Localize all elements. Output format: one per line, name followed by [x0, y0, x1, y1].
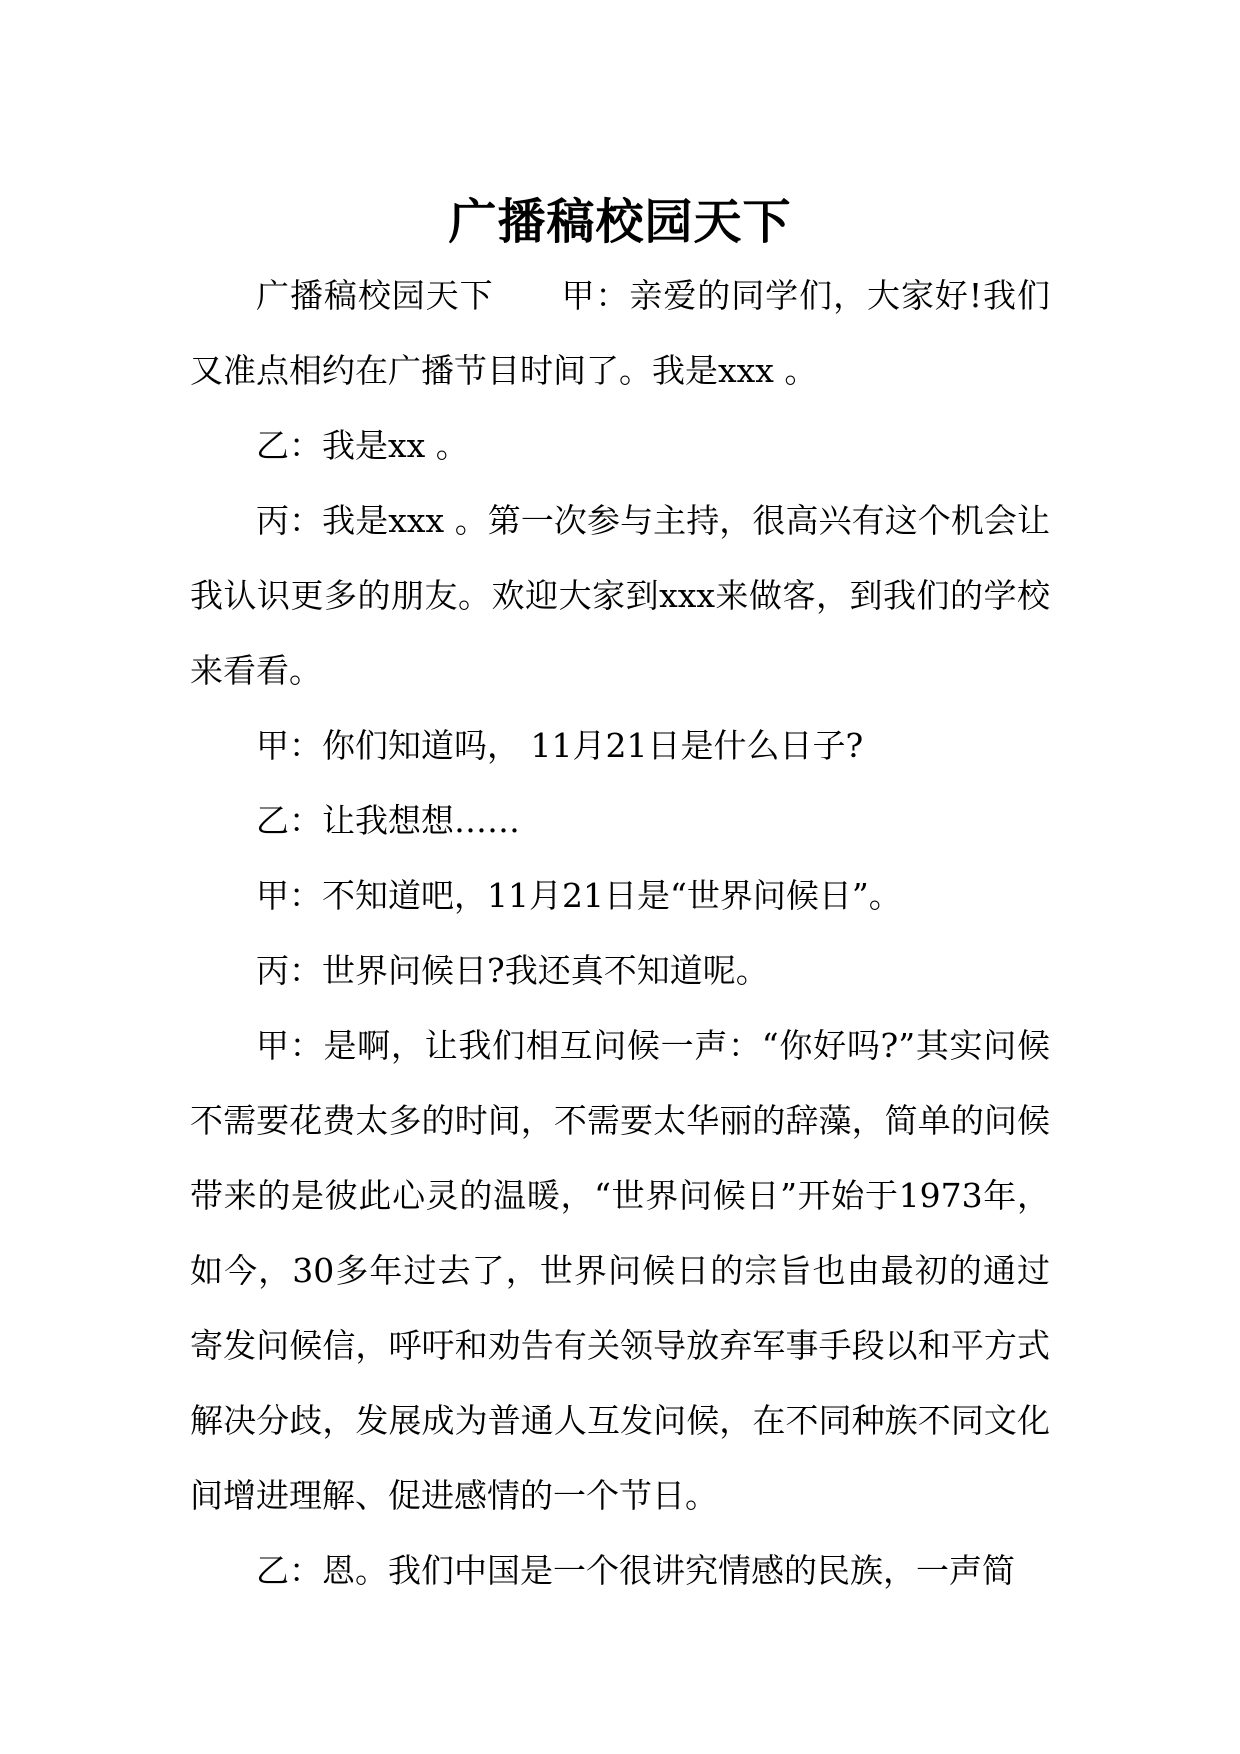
paragraph-yi-2: 乙：让我想想……	[256, 801, 520, 840]
document-title: 广播稿校园天下	[448, 194, 792, 251]
paragraph-yi-1: 乙：我是xx 。	[256, 426, 469, 465]
paragraph-jia-3: 甲：不知道吧，11月21日是“世界问候日”。	[256, 876, 902, 915]
paragraph-bing-2: 丙：世界问候日?我还真不知道呢。	[256, 951, 769, 990]
paragraph-intro-jia: 广播稿校园天下 甲：亲爱的同学们，大家好!我们又准点相约在广播节目时间了。我是xxx 。	[190, 276, 1050, 390]
paragraph-jia-4: 甲：是啊，让我们相互问候一声：“你好吗?”其实问候不需要花费太多的时间，不需要太华丽的辞藻，简单的问候带来的是彼此心灵的温暖，“世界问候日”开始于1973年，如今，30多年过去了，世界问候日的宗旨也由最初的通过寄发问候信，呼吁和劝告有关领导放弃军事手段以和平方式解决分歧，发展成为普通人互发问候，在不同种族不同文化间增进理解、促进感情的一个节日。	[190, 1026, 1050, 1515]
paragraph-bing-1: 丙：我是xxx 。第一次参与主持，很高兴有这个机会让我认识更多的朋友。欢迎大家到xxx来做客，到我们的学校来看看。	[190, 501, 1050, 690]
paragraph-yi-3: 乙：恩。我们中国是一个很讲究情感的民族，一声简	[256, 1551, 1015, 1590]
document-body	[190, 258, 1050, 1608]
paragraph-jia-2: 甲：你们知道吗， 11月21日是什么日子?	[256, 726, 864, 765]
